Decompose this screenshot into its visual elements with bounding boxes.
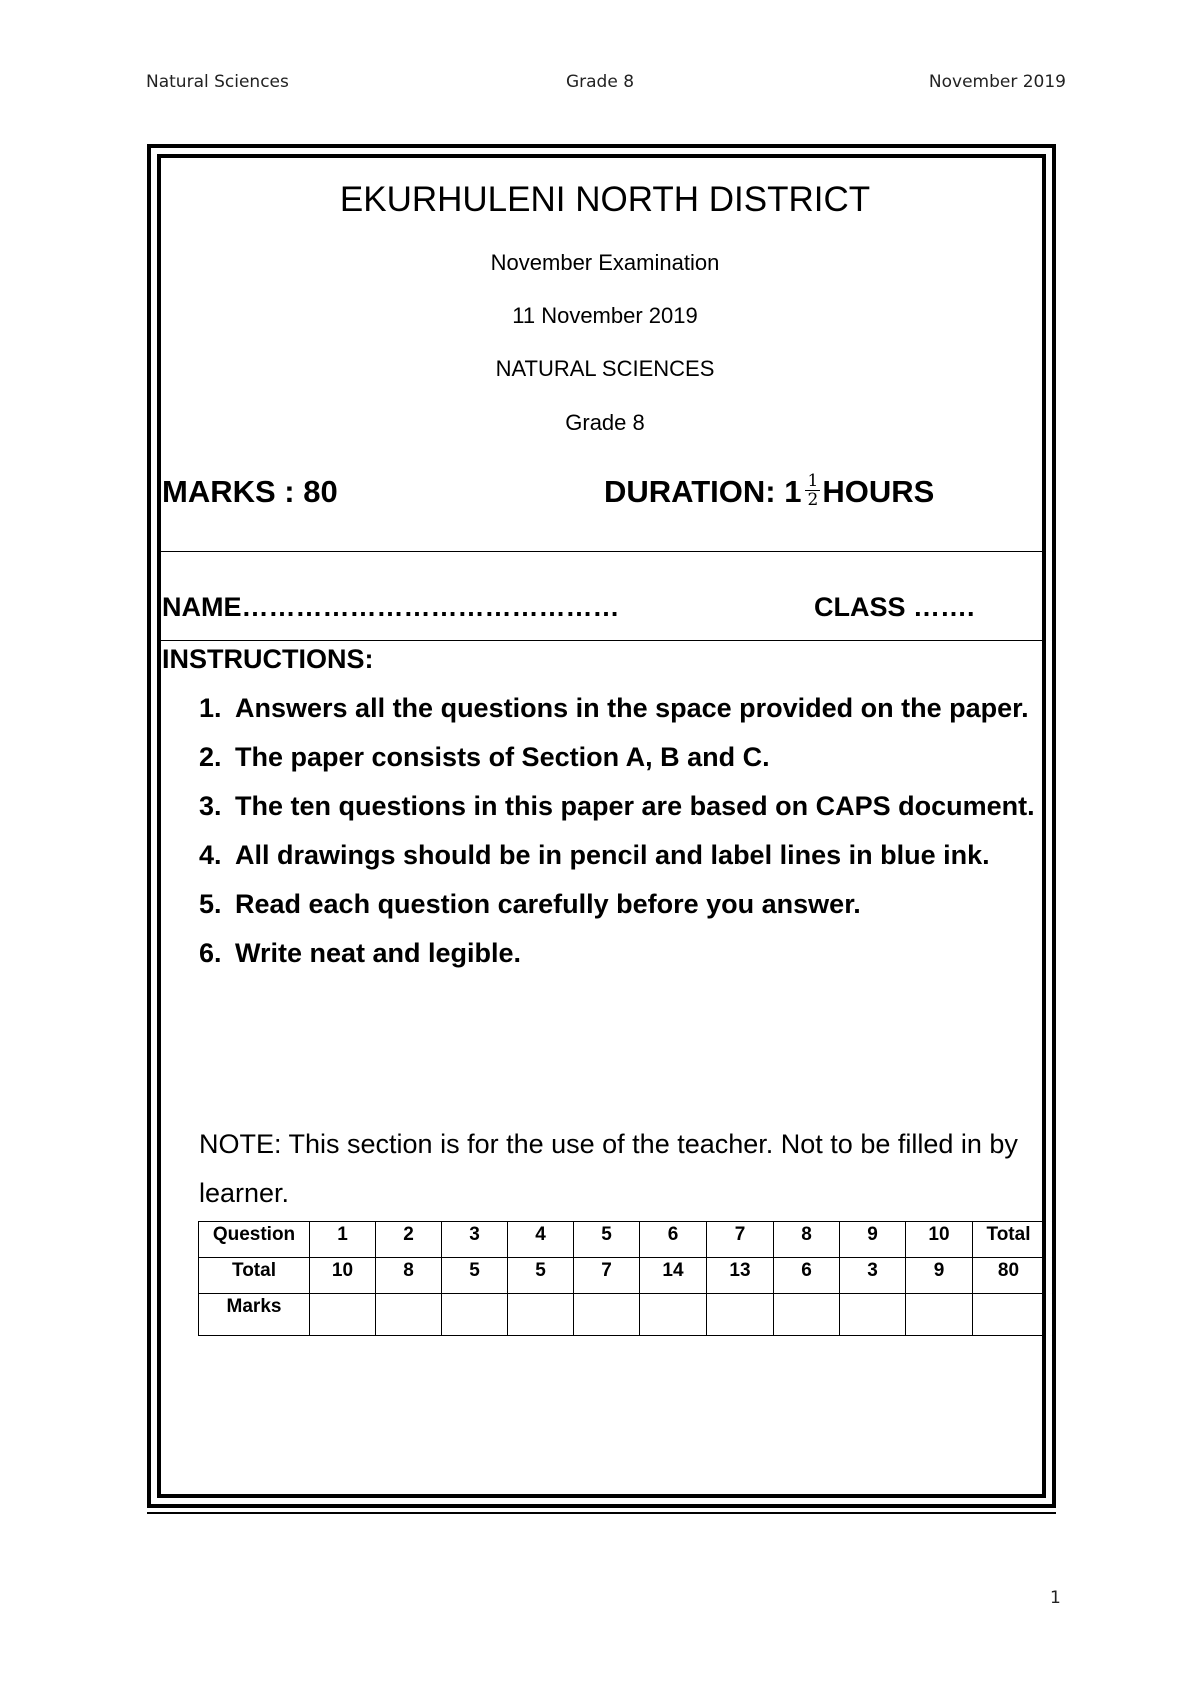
- table-cell: 6: [640, 1222, 707, 1258]
- total-marks: MARKS : 80: [162, 474, 338, 509]
- table-cell: 8: [376, 1258, 442, 1294]
- table-cell: Total: [973, 1222, 1045, 1258]
- table-cell: 3: [840, 1258, 906, 1294]
- table-cell: 9: [840, 1222, 906, 1258]
- marks-entry-cell[interactable]: [442, 1294, 508, 1336]
- instruction-text: Answers all the questions in the space provided on the paper.: [235, 693, 1029, 723]
- table-cell: 5: [442, 1258, 508, 1294]
- table-cell: 10: [310, 1258, 376, 1294]
- table-cell: 5: [508, 1258, 574, 1294]
- subject-name: NATURAL SCIENCES: [495, 356, 715, 381]
- instruction-item: [199, 782, 1039, 831]
- name-field[interactable]: NAME……………………………………: [162, 592, 620, 622]
- district-title: EKURHULENI NORTH DISTRICT: [339, 180, 871, 219]
- teacher-note: NOTE: This section is for the use of the teacher. Not to be filled in by learner.: [199, 1129, 1018, 1208]
- marks-entry-cell[interactable]: [973, 1294, 1045, 1336]
- instruction-number: 4.: [199, 840, 222, 870]
- table-cell: 7: [707, 1222, 774, 1258]
- marks-entry-cell[interactable]: [906, 1294, 973, 1336]
- table-cell: 8: [774, 1222, 840, 1258]
- table-cell: 6: [774, 1258, 840, 1294]
- instruction-text: All drawings should be in pencil and label lines in blue ink.: [235, 840, 990, 870]
- instruction-item: [199, 880, 1039, 929]
- instruction-number: 6.: [199, 938, 222, 968]
- instructions-list: [199, 684, 1039, 978]
- marks-table: [198, 1221, 1045, 1336]
- table-cell: 3: [442, 1222, 508, 1258]
- marks-row: [199, 1294, 1045, 1336]
- table-cell: 10: [906, 1222, 973, 1258]
- header-grade: Grade 8: [565, 72, 635, 92]
- divider: [157, 640, 1046, 641]
- marks-entry-cell[interactable]: [376, 1294, 442, 1336]
- question-row: [199, 1222, 1045, 1258]
- fraction-denominator: 2: [807, 490, 819, 511]
- instruction-text: Write neat and legible.: [235, 938, 522, 968]
- marks-entry-cell[interactable]: [840, 1294, 906, 1336]
- instruction-text: The paper consists of Section A, B and C.: [235, 742, 770, 772]
- table-cell: 2: [376, 1222, 442, 1258]
- marks-entry-cell[interactable]: [574, 1294, 640, 1336]
- duration-prefix: DURATION: 1: [604, 474, 802, 509]
- instruction-text: The ten questions in this paper are based on CAPS document.: [235, 791, 1035, 821]
- marks-entry-cell[interactable]: [508, 1294, 574, 1336]
- divider: [157, 551, 1046, 552]
- table-cell: 9: [906, 1258, 973, 1294]
- exam-date: 11 November 2019: [512, 303, 698, 328]
- table-cell: 4: [508, 1222, 574, 1258]
- table-cell: 80: [973, 1258, 1045, 1294]
- table-cell: Question: [199, 1222, 310, 1258]
- table-cell: Total: [199, 1258, 310, 1294]
- table-cell: 7: [574, 1258, 640, 1294]
- total-row: [199, 1258, 1045, 1294]
- instruction-item: [199, 929, 1039, 978]
- marks-entry-cell[interactable]: [707, 1294, 774, 1336]
- page-number: 1: [1050, 1588, 1061, 1608]
- table-cell: 5: [574, 1222, 640, 1258]
- instruction-item: [199, 684, 1039, 733]
- marks-entry-cell[interactable]: [774, 1294, 840, 1336]
- header-subject: Natural Sciences: [146, 72, 289, 92]
- cover-bottom-rule: [147, 1512, 1056, 1514]
- marks-entry-cell[interactable]: [640, 1294, 707, 1336]
- duration-suffix: HOURS: [822, 474, 935, 509]
- fraction-numerator: 1: [807, 471, 819, 492]
- instruction-number: 3.: [199, 791, 222, 821]
- duration: [604, 471, 935, 512]
- table-cell: 1: [310, 1222, 376, 1258]
- instruction-number: 5.: [199, 889, 222, 919]
- instruction-number: 2.: [199, 742, 222, 772]
- instruction-text: Read each question carefully before you answer.: [235, 889, 861, 919]
- table-cell: 14: [640, 1258, 707, 1294]
- instruction-item: [199, 831, 1039, 880]
- instruction-number: 1.: [199, 693, 222, 723]
- header-date: November 2019: [928, 72, 1066, 92]
- grade-label: Grade 8: [565, 410, 645, 435]
- exam-name: November Examination: [490, 250, 720, 275]
- marks-entry-cell[interactable]: [310, 1294, 376, 1336]
- table-cell: Marks: [199, 1294, 310, 1336]
- class-field[interactable]: CLASS …….: [814, 592, 975, 622]
- instructions-heading: INSTRUCTIONS:: [162, 644, 374, 674]
- instruction-item: [199, 733, 1039, 782]
- table-cell: 13: [707, 1258, 774, 1294]
- duration-fraction: [805, 472, 820, 509]
